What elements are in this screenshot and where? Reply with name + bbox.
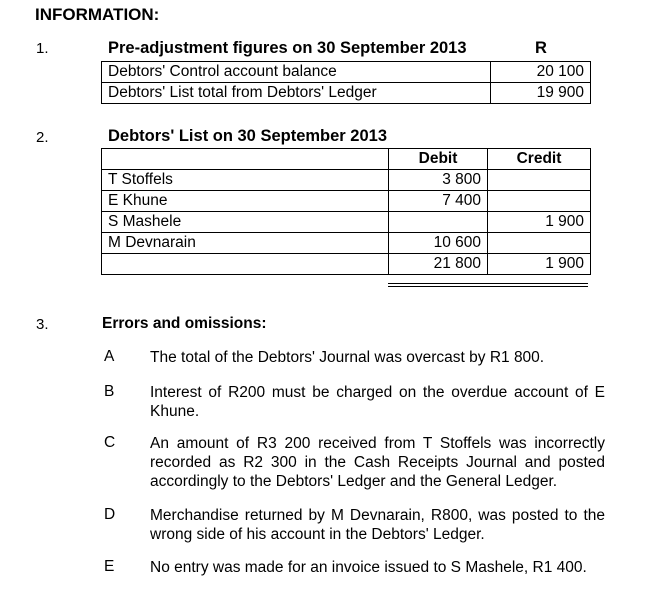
information-heading: INFORMATION:	[35, 5, 160, 24]
section-2-title: Debtors' List on 30 September 2013	[108, 127, 388, 145]
debtor-debit	[389, 212, 488, 233]
debtor-name: T Stoffels	[102, 170, 389, 191]
item-text-a: The total of the Debtors' Journal was overcast by R1 800.	[150, 349, 545, 366]
row-value: 20 100	[491, 62, 591, 83]
table-row	[102, 233, 591, 254]
table-row	[102, 212, 591, 233]
row-label: Debtors' List total from Debtors' Ledger	[102, 83, 491, 104]
item-letter-d: D	[104, 506, 116, 523]
header-debit: Debit	[389, 149, 488, 170]
section-3-number: 3.	[36, 316, 49, 333]
row-label: Debtors' Control account balance	[102, 62, 491, 83]
double-underline	[388, 283, 588, 287]
section-1-currency: R	[535, 39, 547, 57]
debtors-list-table	[101, 148, 591, 275]
debtor-credit	[488, 170, 591, 191]
row-value: 19 900	[491, 83, 591, 104]
table-row	[102, 83, 591, 104]
pre-adjustment-table	[101, 61, 591, 104]
item-letter-b: B	[104, 383, 115, 400]
section-2-number: 2.	[36, 129, 49, 146]
item-text-e: No entry was made for an invoice issued to S Mashele, R1 400.	[150, 559, 587, 576]
section-1-title: Pre-adjustment figures on 30 September 2013	[108, 39, 467, 57]
debtor-credit	[488, 191, 591, 212]
item-text-c: An amount of R3 200 received from T Stoffels was incorrectly recorded as R2 300 in the Cash Receipts Journal and posted accordingly to the Debtors' Ledger and the General Ledger.	[150, 435, 605, 490]
debtor-credit	[488, 233, 591, 254]
item-letter-c: C	[104, 434, 116, 451]
debtor-name: E Khune	[102, 191, 389, 212]
header-credit: Credit	[488, 149, 591, 170]
debtor-name: M Devnarain	[102, 233, 389, 254]
item-text-d: Merchandise returned by M Devnarain, R800, was posted to the wrong side of his account in the Debtors' Ledger.	[150, 507, 605, 543]
debtor-name: S Mashele	[102, 212, 389, 233]
total-row	[102, 254, 591, 275]
debtor-debit: 7 400	[389, 191, 488, 212]
total-debit: 21 800	[389, 254, 488, 275]
item-letter-a: A	[104, 348, 115, 365]
item-letter-e: E	[104, 558, 115, 575]
debtor-debit: 3 800	[389, 170, 488, 191]
item-text-b: Interest of R200 must be charged on the overdue account of E Khune.	[150, 384, 605, 420]
total-label	[102, 254, 389, 275]
table-row	[102, 170, 591, 191]
debtor-debit: 10 600	[389, 233, 488, 254]
table-header-row	[102, 149, 591, 170]
total-credit: 1 900	[488, 254, 591, 275]
section-3-title: Errors and omissions:	[102, 315, 267, 332]
table-row	[102, 62, 591, 83]
debtor-credit: 1 900	[488, 212, 591, 233]
table-row	[102, 191, 591, 212]
header-blank	[102, 149, 389, 170]
section-1-number: 1.	[36, 40, 49, 57]
